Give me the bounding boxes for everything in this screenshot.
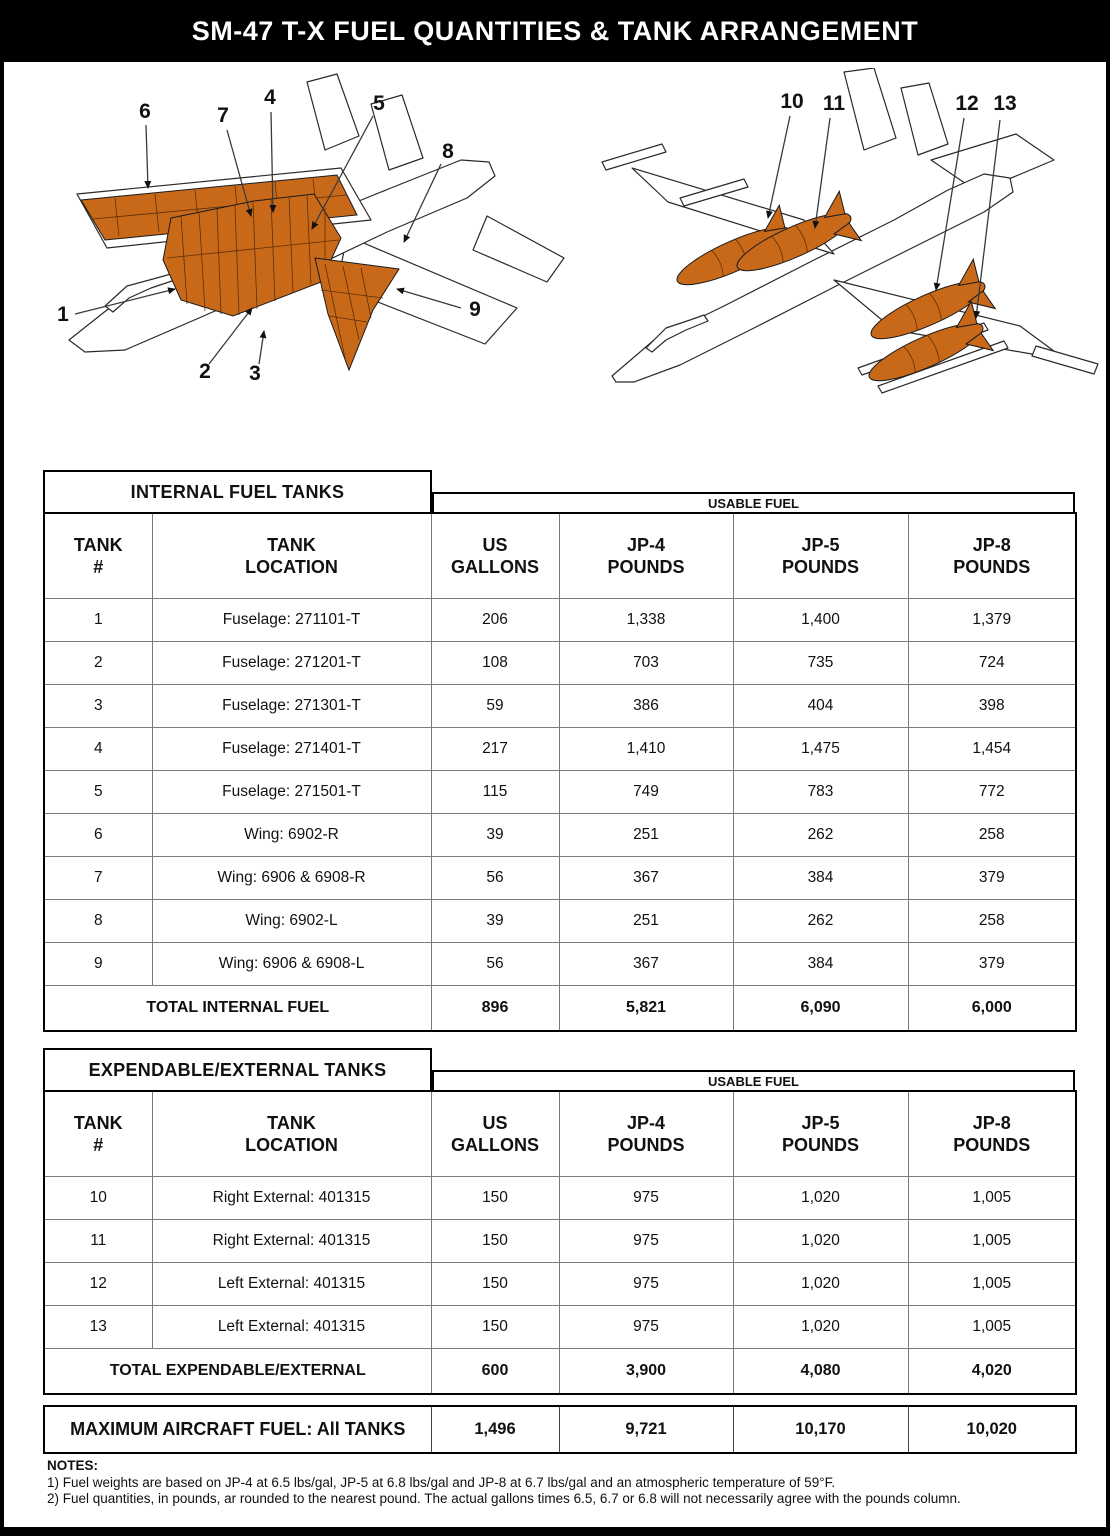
internal-tanks-diagram [49, 68, 569, 416]
callout-2: 2 [199, 360, 211, 383]
table-row: 7 Wing: 6906 & 6908-R 56 367 384 379 [44, 857, 1076, 900]
callout-8: 8 [442, 140, 454, 163]
col-header-tank-location: TANK LOCATION [152, 1091, 431, 1177]
usable-fuel-label: USABLE FUEL [432, 1070, 1075, 1092]
external-table-title: EXPENDABLE/EXTERNAL TANKS [43, 1048, 432, 1092]
total-external-row: TOTAL EXPENDABLE/EXTERNAL 600 3,900 4,080 4,020 [44, 1349, 1076, 1395]
note-line-1: 1) Fuel weights are based on JP-4 at 6.5 lbs/gal, JP-5 at 6.8 lbs/gal and JP-8 at 6.7 lbs/gal and an atmospheric temperature of 59°F. [47, 1474, 836, 1490]
external-tanks-diagram [596, 68, 1108, 416]
col-header-jp8: JP-8 POUNDS [908, 1091, 1076, 1177]
column-header-row [44, 513, 1076, 599]
callout-7: 7 [217, 104, 229, 127]
table-row: 9 Wing: 6906 & 6908-L 56 367 384 379 [44, 943, 1076, 986]
callout-1: 1 [57, 303, 69, 326]
usable-fuel-label: USABLE FUEL [432, 492, 1075, 514]
total-external-label: TOTAL EXPENDABLE/EXTERNAL [44, 1349, 431, 1395]
col-header-jp4: JP-4 POUNDS [559, 513, 733, 599]
callout-9: 9 [469, 298, 481, 321]
callout-11: 11 [822, 92, 846, 115]
wing-tank-9 [315, 258, 399, 370]
callout-4: 4 [264, 86, 276, 109]
callout-13: 13 [993, 92, 1017, 115]
external-fuel-table [43, 1048, 1075, 1395]
table-row: 8 Wing: 6902-L 39 251 262 258 [44, 900, 1076, 943]
col-header-jp8: JP-8 POUNDS [908, 513, 1076, 599]
col-header-tank-number: TANK # [44, 1091, 152, 1177]
note-line-2: 2) Fuel quantities, in pounds, ar rounded to the nearest pound. The actual gallons times 6.5, 6.7 or 6.8 will not necessarily agree with the pounds column. [47, 1491, 961, 1506]
internal-fuel-table [43, 470, 1075, 1032]
maximum-fuel-label: MAXIMUM AIRCRAFT FUEL: All TANKS [44, 1406, 431, 1453]
callout-3: 3 [249, 362, 261, 385]
col-header-jp5: JP-5 POUNDS [733, 513, 908, 599]
column-header-row [44, 1091, 1076, 1177]
table-row: 1 Fuselage: 271101-T 206 1,338 1,400 1,379 [44, 599, 1076, 642]
callout-10: 10 [780, 90, 804, 113]
notes-heading: NOTES: [47, 1458, 99, 1473]
table-row: 5 Fuselage: 271501-T 115 749 783 772 [44, 771, 1076, 814]
col-header-jp4: JP-4 POUNDS [559, 1091, 733, 1177]
page-title: SM-47 T-X FUEL QUANTITIES & TANK ARRANGEMENT [4, 0, 1106, 62]
col-header-us-gallons: US GALLONS [431, 513, 559, 599]
table-row: 10 Right External: 401315 150 975 1,020 1,005 [44, 1177, 1076, 1220]
col-header-us-gallons: US GALLONS [431, 1091, 559, 1177]
table-row: 12 Left External: 401315 150 975 1,020 1,005 [44, 1263, 1076, 1306]
callout-12: 12 [955, 92, 979, 115]
table-row: 11 Right External: 401315 150 975 1,020 1,005 [44, 1220, 1076, 1263]
internal-table-title: INTERNAL FUEL TANKS [43, 470, 432, 514]
total-internal-label: TOTAL INTERNAL FUEL [44, 986, 431, 1032]
col-header-tank-number: TANK # [44, 513, 152, 599]
callout-5: 5 [373, 92, 385, 115]
table-row: 6 Wing: 6902-R 39 251 262 258 [44, 814, 1076, 857]
table-row: 4 Fuselage: 271401-T 217 1,410 1,475 1,454 [44, 728, 1076, 771]
notes-section [47, 1458, 1077, 1508]
maximum-fuel-table [43, 1405, 1077, 1454]
callout-6: 6 [139, 100, 151, 123]
total-internal-row: TOTAL INTERNAL FUEL 896 5,821 6,090 6,000 [44, 986, 1076, 1032]
table-row: 13 Left External: 401315 150 975 1,020 1,005 [44, 1306, 1076, 1349]
col-header-jp5: JP-5 POUNDS [733, 1091, 908, 1177]
table-row: 2 Fuselage: 271201-T 108 703 735 724 [44, 642, 1076, 685]
table-row: 3 Fuselage: 271301-T 59 386 404 398 [44, 685, 1076, 728]
col-header-tank-location: TANK LOCATION [152, 513, 431, 599]
maximum-fuel-row: MAXIMUM AIRCRAFT FUEL: All TANKS 1,496 9,721 10,170 10,020 [44, 1406, 1076, 1453]
